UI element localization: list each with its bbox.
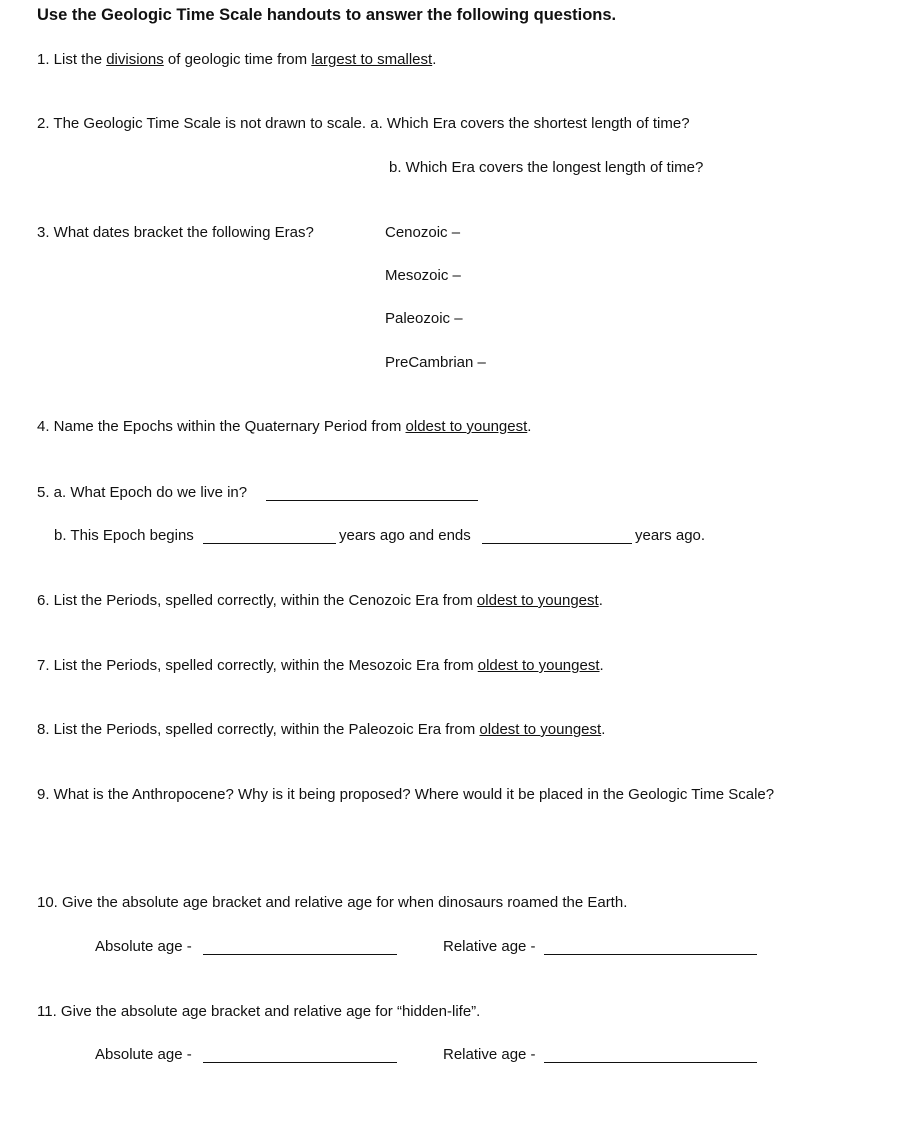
question-1 — [37, 51, 436, 69]
q4-prefix: 4. Name the Epochs within the Quaternary Period from — [37, 418, 406, 435]
question-8 — [37, 721, 605, 739]
q6-underlined-order: oldest to youngest — [476, 592, 599, 609]
question-2a: 2. The Geologic Time Scale is not drawn to scale. a. Which Era covers the shortest length of time? — [37, 115, 690, 132]
question-10: 10. Give the absolute age bracket and relative age for when dinosaurs roamed the Earth. — [37, 894, 628, 911]
q8-prefix: 8. List the Periods, spelled correctly, within the Paleozoic Era from — [37, 721, 480, 738]
q1-underlined-order: largest to smallest — [311, 51, 433, 68]
era-mesozoic: Mesozoic – — [385, 267, 461, 284]
q7-end: . — [599, 657, 604, 674]
q8-end: . — [601, 721, 606, 738]
question-5a: 5. a. What Epoch do we live in? — [37, 484, 248, 501]
answer-line-q11-absolute-age[interactable] — [203, 1062, 397, 1063]
q1-mid: of geologic time from — [163, 51, 312, 68]
question-11: 11. Give the absolute age bracket and relative age for “hidden-life”. — [37, 1003, 481, 1020]
answer-line-q10-absolute-age[interactable] — [203, 954, 397, 955]
question-2b: b. Which Era covers the longest length of time? — [389, 159, 704, 176]
answer-line-q10-relative-age[interactable] — [544, 954, 757, 955]
question-9: 9. What is the Anthropocene? Why is it being proposed? Where would it be placed in the Geologic Time Scale? — [37, 786, 775, 803]
q6-prefix: 6. List the Periods, spelled correctly, within the Cenozoic Era from — [37, 592, 477, 609]
question-3: 3. What dates bracket the following Eras? — [37, 224, 314, 241]
q8-underlined-order: oldest to youngest — [479, 721, 602, 738]
question-7 — [37, 657, 604, 675]
era-precambrian: PreCambrian – — [385, 354, 486, 371]
answer-line-q11-relative-age[interactable] — [544, 1062, 757, 1063]
q4-end: . — [527, 418, 532, 435]
q7-underlined-order: oldest to youngest — [477, 657, 600, 674]
q11-relative-age-label: Relative age - — [443, 1046, 536, 1063]
question-6 — [37, 592, 603, 610]
q4-underlined-order: oldest to youngest — [405, 418, 528, 435]
answer-line-epoch-begins[interactable] — [203, 543, 336, 544]
question-5b-end: years ago. — [635, 527, 706, 544]
q7-prefix: 7. List the Periods, spelled correctly, within the Mesozoic Era from — [37, 657, 478, 674]
era-cenozoic: Cenozoic – — [385, 224, 461, 241]
answer-line-epoch-ends[interactable] — [482, 543, 632, 544]
q6-end: . — [598, 592, 603, 609]
question-5b-mid: years ago and ends — [339, 527, 471, 544]
q1-prefix: 1. List the — [37, 51, 107, 68]
era-paleozoic: Paleozoic – — [385, 310, 463, 327]
q10-absolute-age-label: Absolute age - — [95, 938, 192, 955]
q10-relative-age-label: Relative age - — [443, 938, 536, 955]
answer-line-current-epoch[interactable] — [266, 500, 478, 501]
question-5b-prefix: b. This Epoch begins — [54, 527, 194, 544]
q1-underlined-divisions: divisions — [106, 51, 164, 68]
q1-end: . — [432, 51, 437, 68]
question-4 — [37, 418, 531, 436]
q11-absolute-age-label: Absolute age - — [95, 1046, 192, 1063]
worksheet-title: Use the Geologic Time Scale handouts to answer the following questions. — [37, 6, 617, 24]
